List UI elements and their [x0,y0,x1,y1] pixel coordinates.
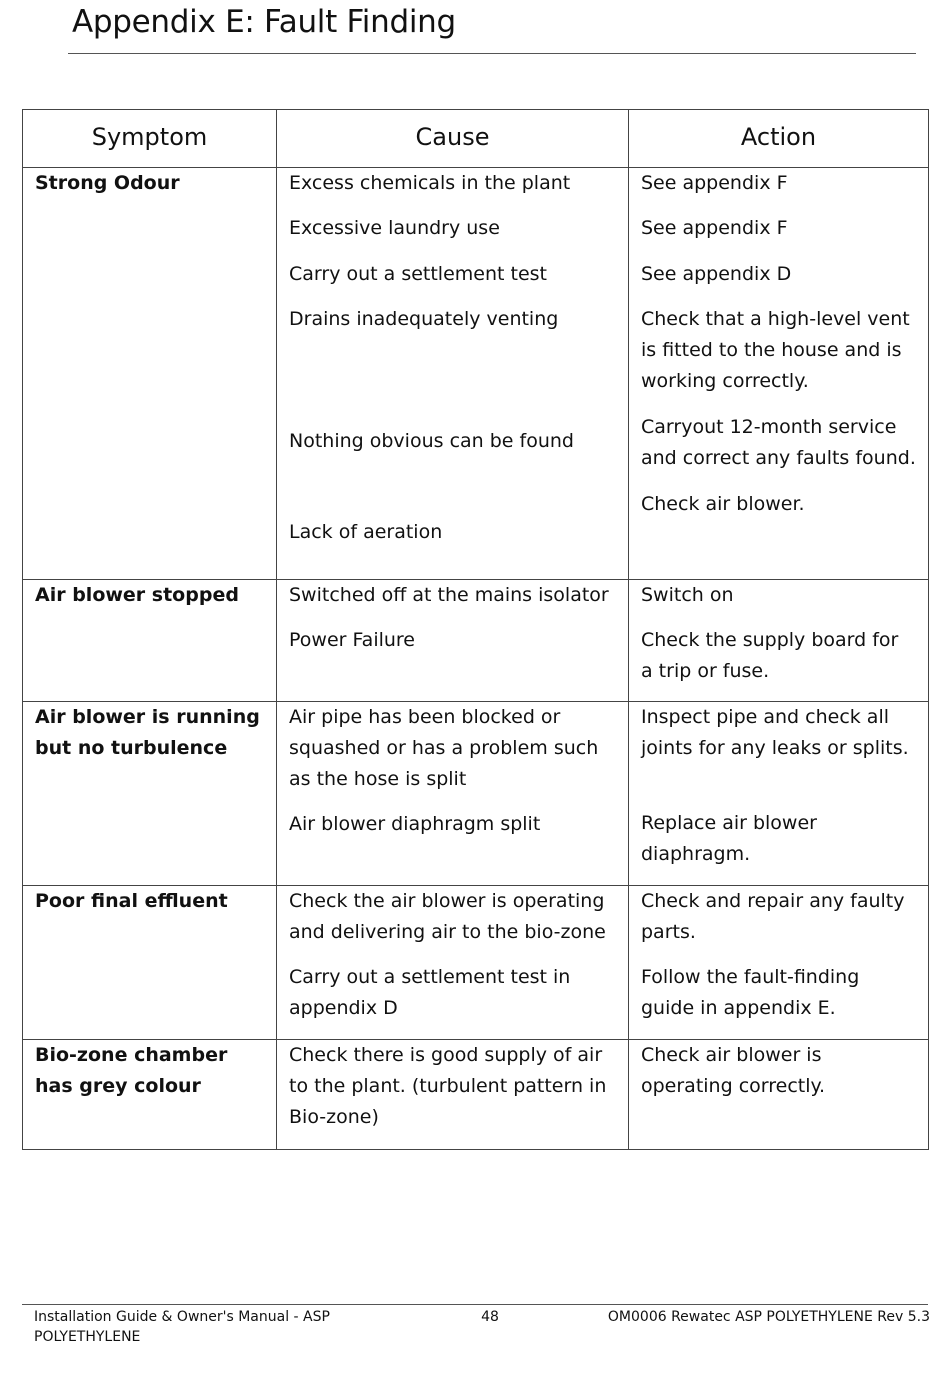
header-symptom: Symptom [23,110,277,168]
cause-entry: Excess chemicals in the plant [289,172,571,194]
cause-cell [277,1040,629,1150]
action-entry: Follow the fault-finding guide in appendix E. [641,966,860,1019]
cause-entry: Carry out a settlement test [289,263,547,285]
action-cell [629,580,929,702]
cause-cell [277,580,629,702]
action-entry: See appendix F [641,217,788,239]
cause-cell [277,886,629,1040]
action-entry: Switch on [641,584,734,606]
cause-entry: Power Failure [289,629,415,651]
cause-cell [277,702,629,886]
table-row [23,886,929,1040]
page-title: Appendix E: Fault Finding [72,4,456,40]
symptom-cell: Poor final effluent [23,886,277,1040]
action-entry: Carryout 12-month service and correct any faults found. [641,416,916,469]
table-row [23,580,929,702]
table-header-row [23,110,929,168]
cause-entry: Nothing obvious can be found [289,430,574,452]
table-row [23,702,929,886]
footer-document-code: OM0006 Rewatec ASP POLYETHYLENE Rev 5.3 [607,1309,930,1325]
symptom-cell: Strong Odour [23,168,277,580]
footer-document-title: Installation Guide & Owner's Manual - ASP POLYETHYLENE [34,1309,330,1345]
cause-entry: Carry out a settlement test in appendix D [289,966,571,1019]
cause-entry: Lack of aeration [289,521,443,543]
action-entry: Check air blower. [641,493,805,515]
action-entry: Inspect pipe and check all joints for any leaks or splits. [641,706,909,759]
cause-entry: Air pipe has been blocked or squashed or has a problem such as the hose is split [289,706,599,790]
action-cell [629,1040,929,1150]
fault-finding-table [22,109,929,1150]
action-entry: Check that a high-level vent is fitted to the house and is working correctly. [641,308,910,392]
symptom-cell: Air blower is running but no turbulence [23,702,277,886]
cause-entry: Air blower diaphragm split [289,813,541,835]
header-action: Action [629,110,929,168]
footer-divider [22,1304,928,1305]
symptom-cell: Bio-zone chamber has grey colour [23,1040,277,1150]
action-entry: Check air blower is operating correctly. [641,1044,826,1097]
title-divider [68,53,916,54]
table-row [23,1040,929,1150]
action-entry: Replace air blower diaphragm. [641,812,817,865]
cause-entry: Excessive laundry use [289,217,500,239]
action-cell [629,886,929,1040]
action-entry: See appendix F [641,172,788,194]
action-entry: See appendix D [641,263,792,285]
action-entry: Check the supply board for a trip or fuse. [641,629,899,682]
cause-entry: Check there is good supply of air to the plant. (turbulent pattern in Bio-zone) [289,1044,607,1128]
table-row [23,168,929,580]
cause-cell [277,168,629,580]
action-cell [629,168,929,580]
footer-page-number: 48 [481,1309,499,1325]
cause-entry: Drains inadequately venting [289,308,559,330]
action-cell [629,702,929,886]
header-cause: Cause [277,110,629,168]
action-entry: Check and repair any faulty parts. [641,890,905,943]
symptom-cell: Air blower stopped [23,580,277,702]
cause-entry: Check the air blower is operating and delivering air to the bio-zone [289,890,606,943]
cause-entry: Switched off at the mains isolator [289,584,609,606]
